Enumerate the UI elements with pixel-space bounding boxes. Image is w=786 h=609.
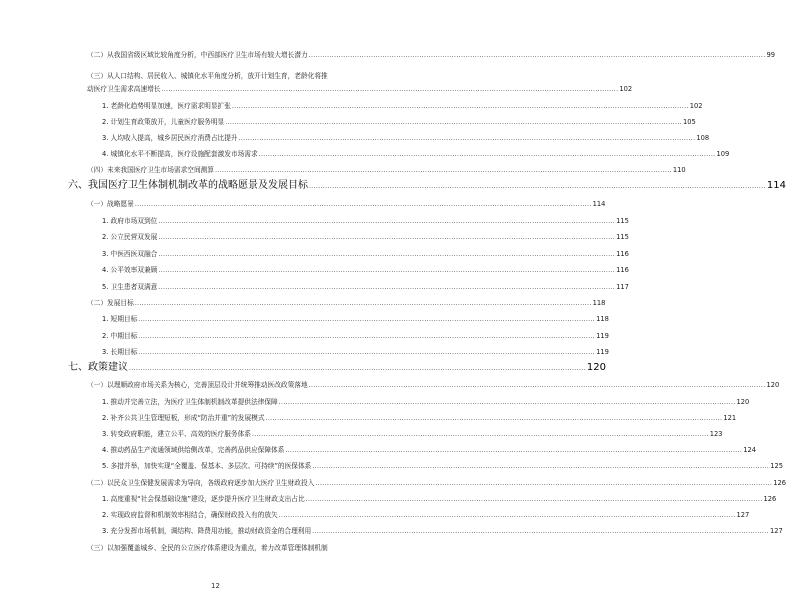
toc-entry-page: 119: [596, 332, 609, 340]
toc-entry[interactable]: [102, 117, 696, 128]
toc-chapter-entry[interactable]: [68, 362, 606, 375]
toc-entry[interactable]: [102, 133, 710, 144]
leader-dots: [252, 430, 709, 440]
toc-entry[interactable]: [87, 71, 351, 81]
toc-entry-page: 102: [689, 102, 703, 110]
toc-entry-title: （三）以加强覆盖城乡、全民的公立医疗体系建设为重点，着力改革管理体制机制: [87, 544, 328, 552]
toc-entry-title: （四）未来我国医疗卫生市场需求空间测算: [87, 166, 215, 174]
toc-entry-page: 123: [709, 430, 723, 438]
toc-entry-title: 1. 推动并完善立法，为医疗卫生体制机制改革提供法律保障: [102, 398, 278, 406]
toc-entry-page: 119: [596, 348, 609, 356]
leader-dots: [309, 51, 766, 61]
toc-entry-page: 102: [619, 85, 633, 93]
toc-entry[interactable]: [102, 232, 629, 243]
toc-entry-page: 116: [616, 266, 629, 274]
toc-entry-title: 1. 老龄化趋势明显加速，医疗需求明显扩张: [102, 102, 231, 110]
toc-entry-page: 127: [769, 527, 783, 535]
toc-entry-title: 3. 长期目标: [102, 348, 138, 356]
toc-entry-page: 118: [592, 299, 606, 307]
leader-dots: [266, 414, 723, 424]
toc-entry-page: 125: [770, 462, 783, 470]
leader-dots: [158, 233, 615, 243]
leader-dots: [158, 283, 615, 293]
toc-entry-page: 127: [736, 511, 750, 519]
toc-entry-title: 3. 中医西医双融合: [102, 250, 158, 258]
toc-entry[interactable]: [102, 101, 703, 112]
toc-entry-title: 2. 计划生育政策放开，儿童医疗服务明显: [102, 118, 225, 126]
toc-entry-title: 2. 公立民营双发展: [102, 233, 158, 241]
leader-dots: [306, 495, 763, 505]
toc-entry[interactable]: [102, 494, 777, 505]
toc-entry-page: 124: [743, 446, 756, 454]
toc-entry[interactable]: [102, 216, 629, 227]
toc-entry-page: 117: [616, 283, 629, 291]
toc-entry-page: 109: [716, 150, 730, 158]
toc-entry-title: 2. 补齐公共卫生管理短板，形成“防治并重”的发展模式: [102, 414, 265, 422]
toc-entry[interactable]: [102, 510, 750, 521]
leader-dots: [315, 479, 772, 489]
toc-entry-page: 108: [696, 134, 710, 142]
toc-entry[interactable]: [102, 429, 723, 440]
toc-entry-page: 120: [736, 398, 750, 406]
toc-entry-title: 3. 充分发挥市场机制，调结构、降费用功能，推动财政资金的合理利用: [102, 527, 312, 535]
page-number: 12: [211, 582, 220, 590]
toc-entry[interactable]: [102, 149, 730, 160]
leader-dots: [285, 446, 742, 456]
toc-entry[interactable]: [87, 165, 686, 176]
leader-dots: [225, 118, 682, 128]
toc-entry-title: 六、我国医疗卫生体制机制改革的战略愿景及发展目标: [68, 180, 308, 191]
leader-dots: [162, 85, 619, 95]
toc-entry[interactable]: [102, 331, 609, 342]
toc-entry-page: 115: [616, 233, 629, 241]
toc-entry[interactable]: [102, 347, 609, 358]
toc-entry-page: 118: [596, 315, 609, 323]
toc-entry[interactable]: [102, 265, 629, 276]
toc-entry[interactable]: [87, 478, 786, 489]
toc-entry-page: 115: [616, 217, 629, 225]
toc-entry-title: 1. 高度重视“社会保基础设施”建设，逐步提升医疗卫生财政支出占比: [102, 495, 305, 503]
leader-dots: [232, 102, 689, 112]
toc-entry-title: 5. 卫生患者双满意: [102, 283, 158, 291]
toc-entry-title: （一）以理顺政府市场关系为核心，完善顶层设计并统筹推动医改政策落地: [87, 381, 308, 389]
toc-chapter-entry[interactable]: [68, 180, 786, 193]
leader-dots: [138, 348, 595, 358]
leader-dots: [138, 332, 595, 342]
toc-entry-title: 3. 转变政府职能，建立公平、高效的医疗服务体系: [102, 430, 251, 438]
toc-entry[interactable]: [102, 526, 783, 537]
toc-entry[interactable]: [87, 298, 606, 309]
toc-entry-title: 3. 人均收入提高，城乡居民医疗消费占比提升: [102, 134, 238, 142]
leader-dots: [138, 315, 595, 325]
leader-dots: [158, 250, 615, 260]
toc-entry-title: 动医疗卫生需求高速增长: [87, 85, 161, 93]
toc-entry-page: 110: [672, 166, 686, 174]
leader-dots: [312, 462, 769, 472]
toc-entry-title: 2. 中期目标: [102, 332, 138, 340]
toc-entry-page: 126: [773, 479, 786, 487]
leader-dots: [309, 181, 766, 193]
leader-dots: [135, 299, 592, 309]
toc-entry[interactable]: [87, 543, 351, 553]
leader-dots: [129, 363, 586, 375]
leader-dots: [279, 511, 736, 521]
leader-dots: [215, 166, 672, 176]
toc-entry-title: 5. 多措并举，加快实现“全覆盖、保基本、多层次、可持续”的医保体系: [102, 462, 312, 470]
toc-entry[interactable]: [102, 461, 783, 472]
toc-entry-title: 4. 城镇化水平不断提高，医疗设施配套激发市场需求: [102, 150, 258, 158]
toc-entry-page: 120: [766, 381, 780, 389]
toc-entry-title: 1. 政府市场双到位: [102, 217, 158, 225]
leader-dots: [309, 381, 766, 391]
toc-entry-page: 120: [586, 362, 606, 373]
toc-entry-title: 4. 公平效率双兼顾: [102, 266, 158, 274]
toc-entry-title: （二）从我国省级区域比较角度分析，中西部医疗卫生市场有较大增长潜力: [87, 51, 308, 59]
toc-entry[interactable]: [87, 50, 776, 61]
leader-dots: [312, 527, 769, 537]
toc-entry-page: 121: [723, 414, 737, 422]
toc-entry[interactable]: [102, 314, 609, 325]
leader-dots: [259, 150, 716, 160]
toc-entry[interactable]: [87, 380, 780, 391]
toc-entry[interactable]: [87, 199, 606, 210]
toc-entry-title: 2. 实现政府监督和机制效率相结合，确保财政投入有的放矢: [102, 511, 278, 519]
toc-entry[interactable]: [102, 249, 629, 260]
toc-entry-title: 七、政策建议: [68, 362, 128, 373]
toc-entry-page: 99: [766, 51, 776, 59]
toc-entry-title: （一）战略愿景: [87, 200, 134, 208]
toc-entry[interactable]: [87, 84, 633, 95]
leader-dots: [279, 398, 736, 408]
toc-entry-page: 114: [592, 200, 606, 208]
toc-entry[interactable]: [102, 413, 737, 424]
leader-dots: [239, 134, 696, 144]
toc-entry-title: （二）以民众卫生保健发展需求为导向，各级政府逐步加大医疗卫生财政投入: [87, 479, 315, 487]
toc-entry[interactable]: [102, 397, 750, 408]
toc-entry-page: 126: [763, 495, 777, 503]
toc-entry-title: 1. 短期目标: [102, 315, 138, 323]
toc-entry-title: （二）发展目标: [87, 299, 134, 307]
toc-entry[interactable]: [102, 282, 629, 293]
toc-entry[interactable]: [102, 445, 756, 456]
toc-entry-page: 114: [766, 180, 786, 191]
toc-entry-title: 4. 推动药品生产流通领域供给侧改革，完善药品供应保障体系: [102, 446, 285, 454]
leader-dots: [135, 200, 592, 210]
toc-entry-page: 116: [616, 250, 629, 258]
leader-dots: [158, 266, 615, 276]
toc-entry-title: （三）从人口结构、居民收入、城镇化水平角度分析，放开计划生育，老龄化将推: [87, 72, 328, 80]
toc-entry-page: 105: [683, 118, 696, 126]
leader-dots: [158, 217, 615, 227]
